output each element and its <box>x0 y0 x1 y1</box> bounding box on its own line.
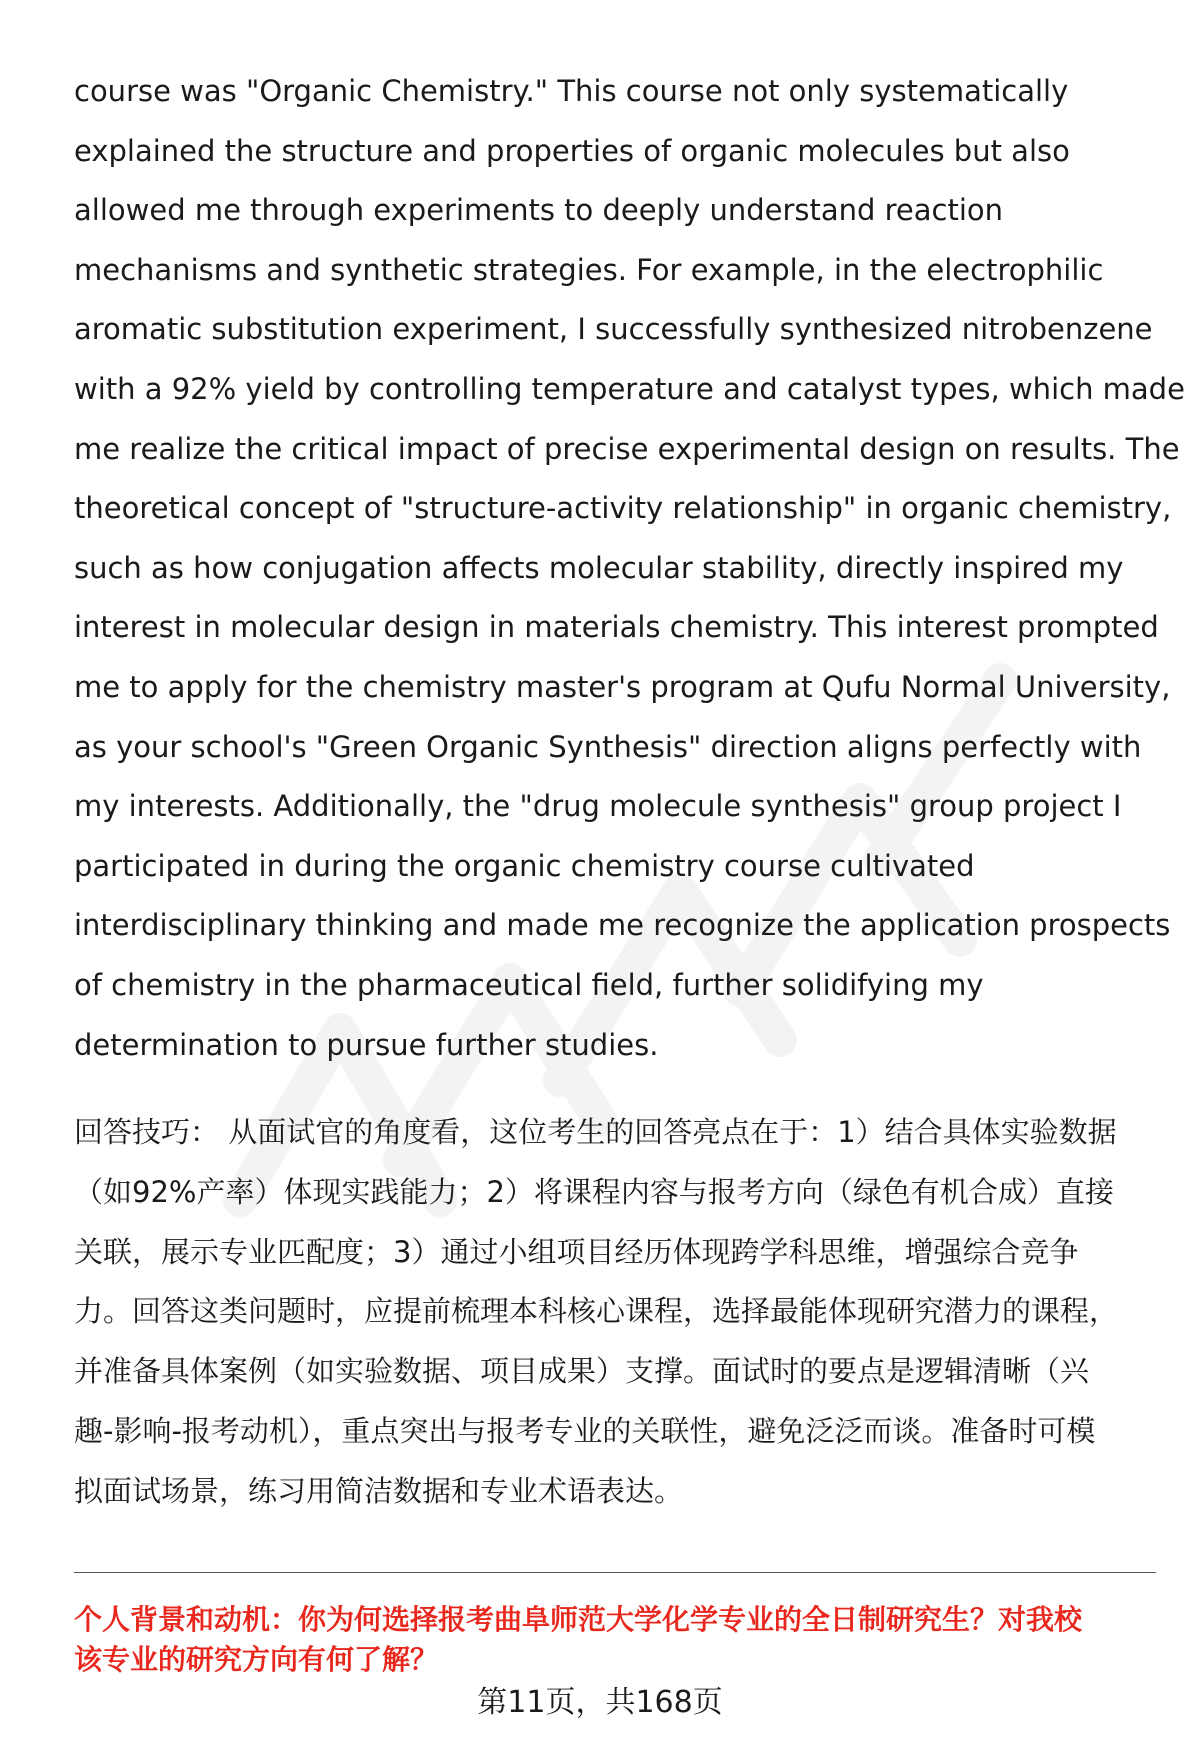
answer-line: as your school's "Green Organic Synthesis" direction aligns perfectly with <box>74 729 1142 764</box>
next-question-heading <box>74 1600 1164 1680</box>
answer-line: such as how conjugation affects molecular stability, directly inspired my <box>74 550 1124 585</box>
answer-paragraph <box>74 62 1185 1075</box>
tips-line: 并准备具体案例（如实验数据、项目成果）支撑。面试时的要点是逻辑清晰（兴 <box>74 1354 1090 1389</box>
tips-line: 趣-影响-报考动机），重点突出与报考专业的关联性，避免泛泛而谈。准备时可模 <box>74 1413 1096 1448</box>
page-number: 第11页，共168页 <box>477 1685 723 1720</box>
answer-line: participated in during the organic chemistry course cultivated <box>74 848 975 883</box>
answer-line: me to apply for the chemistry master's program at Qufu Normal University, <box>74 669 1171 704</box>
tips-line: 力。回答这类问题时，应提前梳理本科核心课程，选择最能体现研究潜力的课程， <box>74 1294 1119 1329</box>
answer-line: interest in molecular design in materials chemistry. This interest prompted <box>74 610 1159 645</box>
question-line: 该专业的研究方向有何了解？ <box>74 1643 439 1676</box>
tips-line: 拟面试场景，练习用简洁数据和专业术语表达。 <box>74 1473 684 1508</box>
answer-line: explained the structure and properties of organic molecules but also <box>74 133 1070 168</box>
answer-line: allowed me through experiments to deeply understand reaction <box>74 193 1004 228</box>
tips-line: （如92%产率）体现实践能力；2）将课程内容与报考方向（绿色有机合成）直接 <box>74 1174 1114 1209</box>
answer-line: aromatic substitution experiment, I successfully synthesized nitrobenzene <box>74 312 1153 347</box>
answer-line: mechanisms and synthetic strategies. For example, in the electrophilic <box>74 252 1104 287</box>
answer-line: theoretical concept of "structure-activity relationship" in organic chemistry, <box>74 491 1172 526</box>
answer-tips-paragraph <box>74 1103 1164 1522</box>
section-divider <box>74 1572 1156 1573</box>
answer-line: determination to pursue further studies. <box>74 1027 659 1062</box>
tips-line: 回答技巧： 从面试官的角度看，这位考生的回答亮点在于：1）结合具体实验数据 <box>74 1115 1117 1149</box>
answer-line: interdisciplinary thinking and made me recognize the application prospects <box>74 908 1171 943</box>
tips-line: 关联，展示专业匹配度；3）通过小组项目经历体现跨学科思维，增强综合竞争 <box>74 1234 1079 1269</box>
answer-line: course was "Organic Chemistry." This course not only systematically <box>74 74 1069 108</box>
question-line: 个人背景和动机：你为何选择报考曲阜师范大学化学专业的全日制研究生？对我校 <box>74 1603 1083 1636</box>
answer-line: of chemistry in the pharmaceutical field, further solidifying my <box>74 967 984 1002</box>
answer-line: me realize the critical impact of precise experimental design on results. The <box>74 431 1180 466</box>
answer-line: my interests. Additionally, the "drug molecule synthesis" group project I <box>74 789 1122 824</box>
answer-line: with a 92% yield by controlling temperature and catalyst types, which made <box>74 371 1185 406</box>
